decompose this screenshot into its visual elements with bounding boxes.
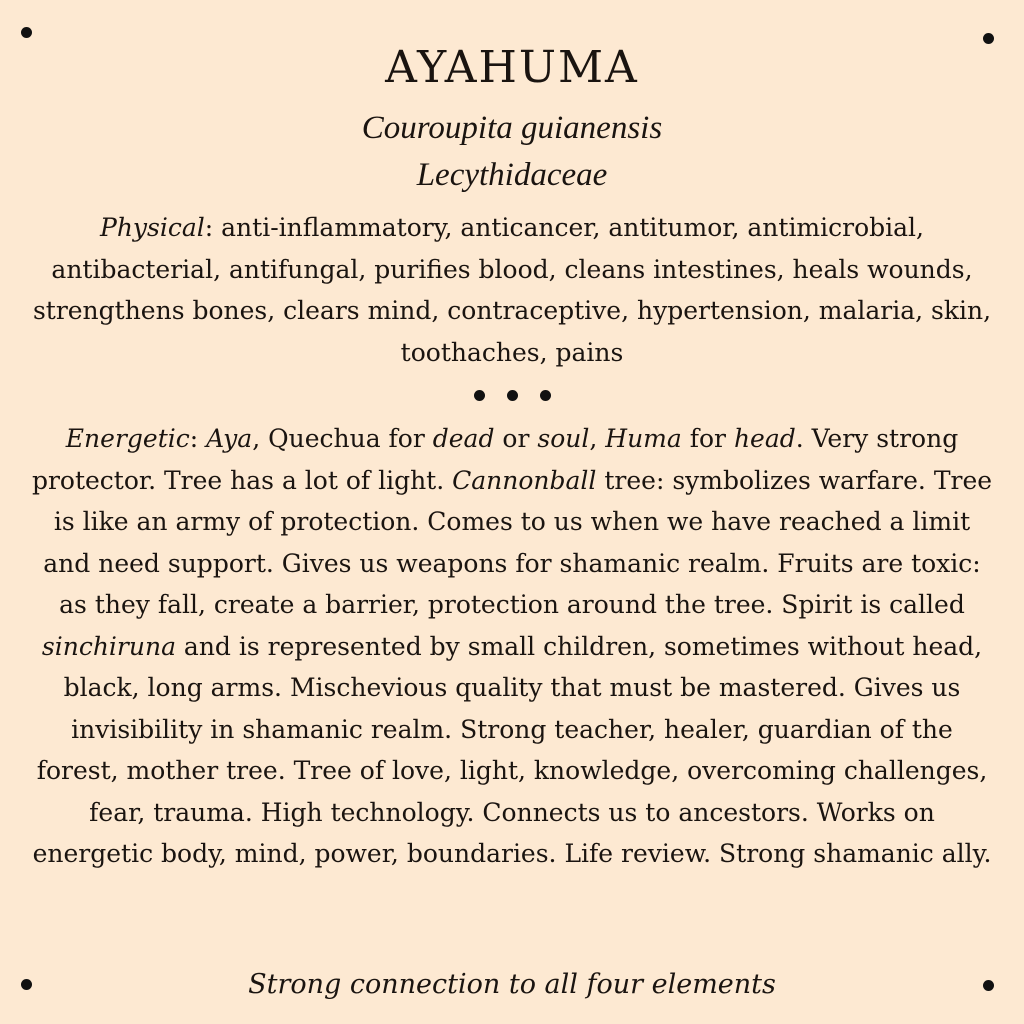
divider-dot [540,390,551,401]
corner-dot-top-left [21,27,32,38]
closing-line: Strong connection to all four elements [248,969,776,1000]
plant-family: Lecythidaceae [416,157,608,193]
page-title: AYAHUMA [385,42,639,93]
energetic-run: . Very strong protector. Tree has a lot of light. [31,424,959,495]
divider-dot [507,390,518,401]
energetic-paragraph [30,418,994,875]
physical-label: Physical [100,213,205,242]
energetic-run: , Quechua for [252,424,433,453]
energetic-text [32,424,992,868]
energetic-emphasis: head [733,424,796,453]
physical-paragraph [30,207,994,373]
energetic-run: for [681,424,734,453]
energetic-run: , [589,424,606,453]
scientific-name: Couroupita guianensis [361,110,663,146]
physical-text: anti-inflammatory, anticancer, antitumor, antimicrobial, antibacterial, antifungal, purifies blood, cleans intestines, heals wounds, strengthens bones, clears mind, contraceptive, hypertension, malaria, skin, toothaches, pains [32,213,992,367]
energetic-separator: : [189,424,207,453]
energetic-emphasis: Cannonball [452,465,597,495]
divider-dot [474,390,485,401]
energetic-emphasis: dead [432,424,495,453]
energetic-run: or [494,424,538,453]
energetic-emphasis: soul [537,424,590,453]
section-divider [0,390,1024,401]
energetic-label: Energetic [65,424,190,453]
energetic-emphasis: Aya [206,424,253,453]
physical-separator: : [204,213,222,242]
energetic-emphasis: sinchiruna [41,631,176,661]
energetic-emphasis: Huma [605,424,682,453]
energetic-run: tree: symbolizes warfare. Tree is like an army of protection. Comes to us when we have reached a limit and need support. Gives us weapons for shamanic realm. Fruits are toxic: as they fall, create a barrier, protection around the tree. Spirit is called [43,465,993,619]
energetic-run: and is represented by small children, sometimes without head, black, long arms. Mischevious quality that must be mastered. Gives us invisibility in shamanic realm. Strong teacher, healer, guardian of the forest, mother tree. Tree of love, light, knowledge, overcoming challenges, fear, trauma. High technology. Connects us to ancestors. Works on energetic body, mind, power, boundaries. Life review. Strong shamanic ally. [32,631,992,868]
